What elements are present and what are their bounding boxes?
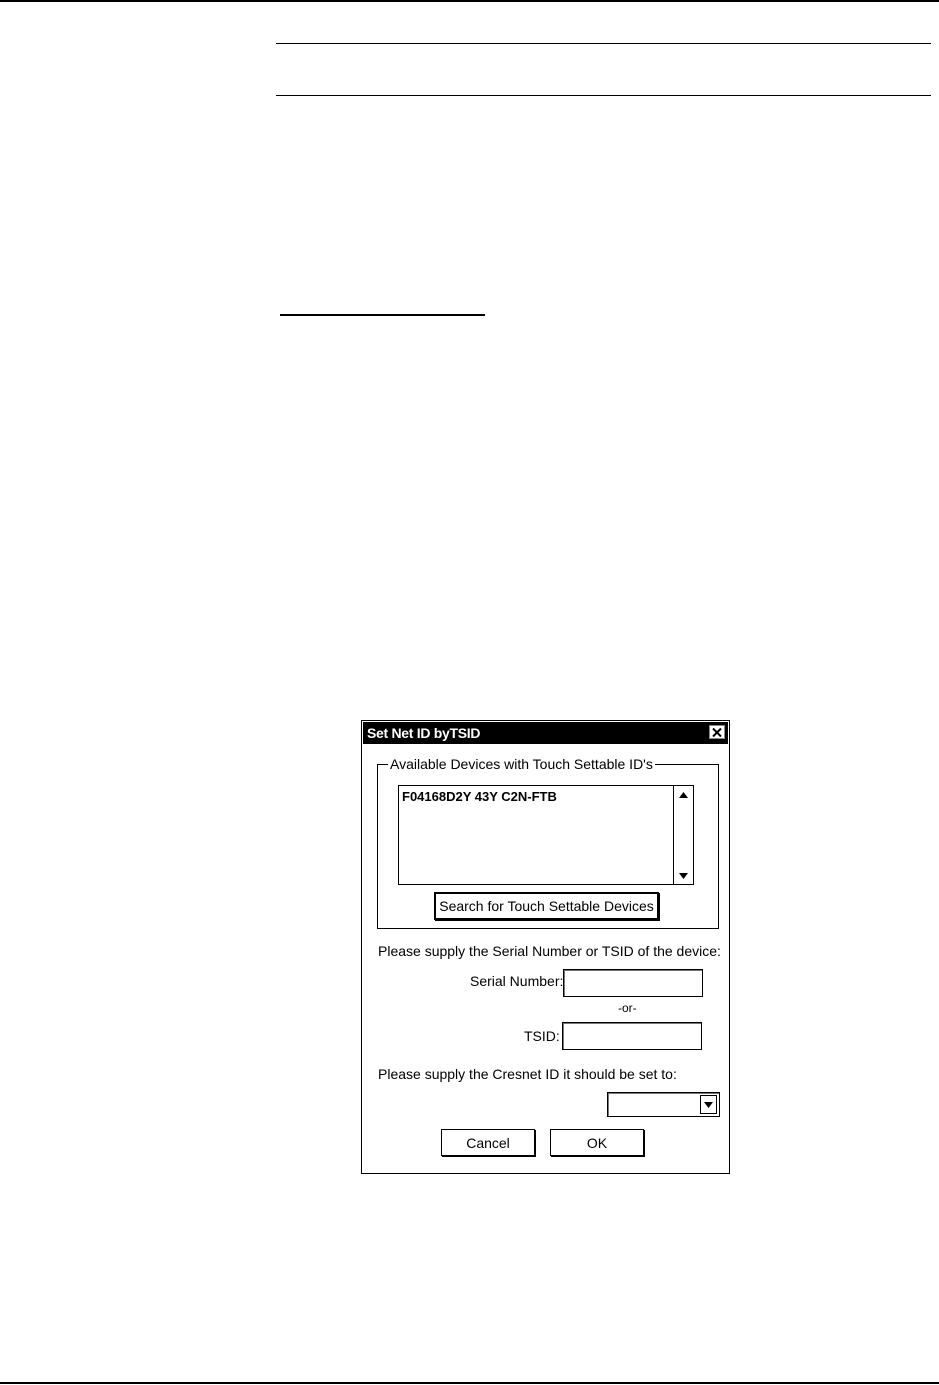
- set-net-id-dialog: [361, 720, 730, 1174]
- available-devices-label: Available Devices with Touch Settable ID's: [390, 756, 653, 772]
- dialog-title: Set Net ID byTSID: [367, 725, 481, 741]
- chevron-down-icon: [704, 1102, 713, 1108]
- close-icon: [712, 728, 722, 737]
- or-label: -or-: [618, 1001, 637, 1015]
- listbox-scrollbar[interactable]: [673, 786, 693, 884]
- scroll-down-button[interactable]: [674, 867, 693, 884]
- cresnet-prompt: Please supply the Cresnet ID it should be set to:: [378, 1066, 677, 1082]
- available-devices-group: [377, 756, 719, 929]
- dropdown-arrow-button[interactable]: [700, 1095, 717, 1114]
- page-rule-top: [276, 43, 931, 44]
- header-rule: [0, 0, 939, 2]
- close-button[interactable]: [709, 725, 725, 739]
- ok-button[interactable]: OK: [550, 1129, 644, 1156]
- serial-prompt: Please supply the Serial Number or TSID of the device:: [378, 943, 721, 959]
- serial-number-label: Serial Number:: [470, 973, 564, 989]
- footer-rule: [0, 1382, 939, 1384]
- triangle-down-icon: [679, 873, 688, 879]
- triangle-up-icon: [679, 792, 688, 798]
- search-devices-button[interactable]: Search for Touch Settable Devices: [434, 892, 659, 920]
- dialog-titlebar[interactable]: [363, 722, 728, 744]
- cresnet-id-select[interactable]: [607, 1092, 720, 1117]
- section-underline: [280, 314, 485, 316]
- scroll-up-button[interactable]: [674, 786, 693, 803]
- cancel-button[interactable]: Cancel: [441, 1129, 535, 1156]
- tsid-input[interactable]: [562, 1022, 702, 1050]
- page-rule-bottom: [276, 95, 931, 96]
- tsid-label: TSID:: [524, 1028, 560, 1044]
- list-item[interactable]: F04168D2Y 43Y C2N-FTB: [402, 789, 557, 804]
- devices-listbox[interactable]: [398, 785, 694, 885]
- serial-number-input[interactable]: [563, 969, 703, 997]
